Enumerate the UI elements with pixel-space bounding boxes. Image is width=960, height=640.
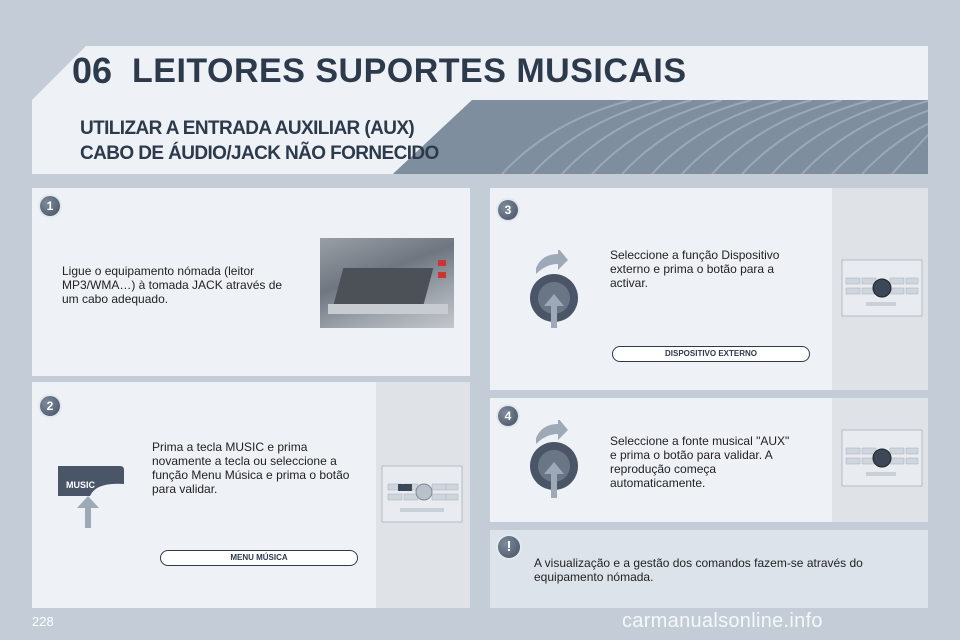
step-1-badge: 1 <box>40 196 60 216</box>
step-1-text: Ligue o equipamento nómada (leitor MP3/WMA…) à tomada JACK através de um cabo adequado. <box>62 264 283 306</box>
step-2-text: Prima a tecla MUSIC e prima novamente a tecla ou seleccione a função Menu Música e prima o botão para validar. <box>152 440 350 496</box>
step-3-badge: 3 <box>498 200 518 220</box>
music-key-label: MUSIC <box>66 480 95 490</box>
subtitle-line-2: CABO DE ÁUDIO/JACK NÃO FORNECIDO <box>80 143 439 164</box>
step-3-text: Seleccione a função Dispositivo externo e prima o botão para a activar. <box>610 248 780 290</box>
warning-icon: ! <box>498 536 520 558</box>
menu-musica-label: MENU MÚSICA <box>160 550 358 566</box>
page-title: LEITORES SUPORTES MUSICAIS <box>132 52 687 90</box>
rotary-knob-icon-3 <box>522 250 588 330</box>
radio-panel-4-icon <box>840 428 924 488</box>
dispositivo-externo-label: DISPOSITIVO EXTERNO <box>612 346 810 362</box>
chapter-number: 06 <box>72 50 113 91</box>
note-text: A visualização e a gestão dos comandos fazem-se através do equipamento nómada. <box>534 556 863 584</box>
rotary-knob-icon-4 <box>522 420 588 500</box>
subtitle-line-1: UTILIZAR A ENTRADA AUXILIAR (AUX) <box>80 118 415 139</box>
step-4-badge: 4 <box>498 406 518 426</box>
music-key-icon <box>56 464 128 530</box>
step-2-badge: 2 <box>40 396 60 416</box>
step-4-text: Seleccione a fonte musical "AUX" e prima o botão para validar. A reprodução começa automaticamente. <box>610 434 790 490</box>
radio-panel-3-icon <box>840 258 924 318</box>
glovebox-photo <box>320 238 454 328</box>
page-number: 228 <box>32 614 54 629</box>
radio-panel-2-icon <box>380 462 464 526</box>
watermark: carmanualsonline.info <box>622 610 823 632</box>
